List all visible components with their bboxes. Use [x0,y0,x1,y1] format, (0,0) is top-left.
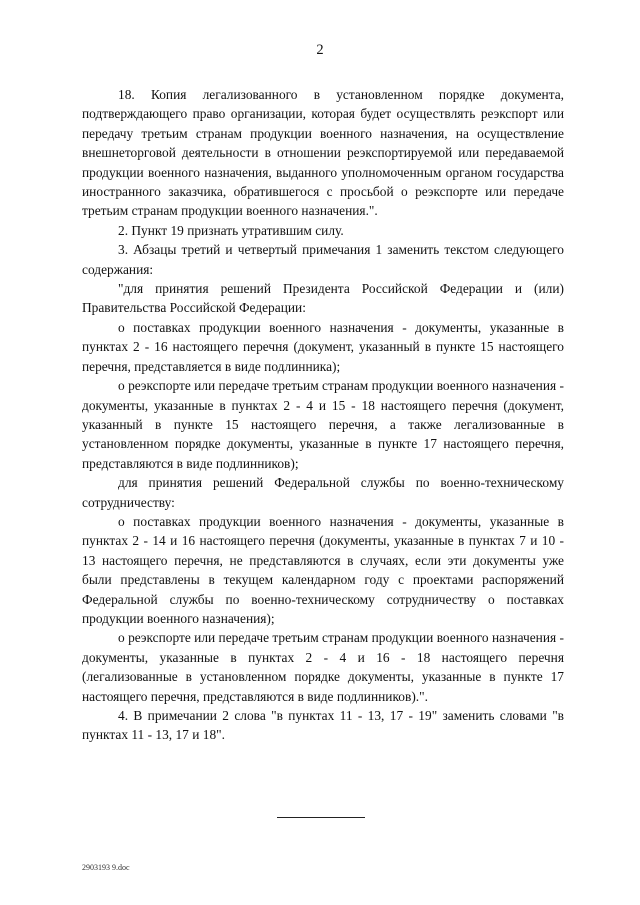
signature-divider [277,817,365,818]
document-body [82,85,564,745]
paragraph-item-18: 18. Копия легализованного в установленном порядке документа, подтверждающего право организации, которая будет осуществлять реэкспорт или передачу третьим странам продукции военного назначения, на осуществление внешнеторговой деятельности в отношении реэкспортируемой или передаваемой продукции военного назначения, выданного уполномоченным органом государства иностранного заказчика, обратившегося с просьбой о реэкспорте или передаче третьим странам продукции военного назначения.". [82,87,564,219]
paragraph-reexport-president: о реэкспорте или передаче третьим странам продукции военного назначения - документы, указанные в пунктах 2 - 4 и 15 - 18 настоящего перечня (документ, указанный в пункте 15 настоящего перечня, а также легализованные в установленном порядке документы, указанные в пункте 17 настоящего перечня, представляются в виде подлинников); [82,378,564,471]
paragraph-fsvts-decisions: для принятия решений Федеральной службы по военно-техническому сотрудничеству: [82,475,564,510]
paragraph-president-decisions: "для принятия решений Президента Российской Федерации и (или) Правительства Российской Федерации: [82,281,564,316]
paragraph-point-2: 2. Пункт 19 признать утратившим силу. [118,222,344,238]
paragraph-supplies-fsvts: о поставках продукции военного назначения - документы, указанные в пунктах 2 - 14 и 16 настоящего перечня (документы, указанные в пунктах 7 и 10 - 13 настоящего перечня, не представляются в случаях, если эти документы уже были представлены в текущем календарном году с проектами распоряжений Федеральной службы по военно-техническому сотрудничеству о поставках продукции военного назначения); [82,513,564,626]
paragraph-reexport-fsvts: о реэкспорте или передаче третьим странам продукции военного назначения - документы, указанные в пунктах 2 - 4 и 16 - 18 настоящего перечня (легализованные в установленном порядке документы, указанные в пункте 17 настоящего перечня, представляются в виде подлинников).". [82,630,564,704]
paragraph-point-4: 4. В примечании 2 слова "в пунктах 11 - 13, 17 - 19" заменить словами "в пунктах 11 - 13, 17 и 18". [82,708,564,743]
page-number: 2 [316,42,324,58]
paragraph-supplies-president: о поставках продукции военного назначения - документы, указанные в пунктах 2 - 16 настоящего перечня (документ, указанный в пункте 15 настоящего перечня, представляется в виде подлинника); [82,319,564,374]
footer-file-name: 2903193 9.doc [82,863,130,872]
paragraph-point-3: 3. Абзацы третий и четвертый примечания 1 заменить текстом следующего содержания: [82,242,564,277]
